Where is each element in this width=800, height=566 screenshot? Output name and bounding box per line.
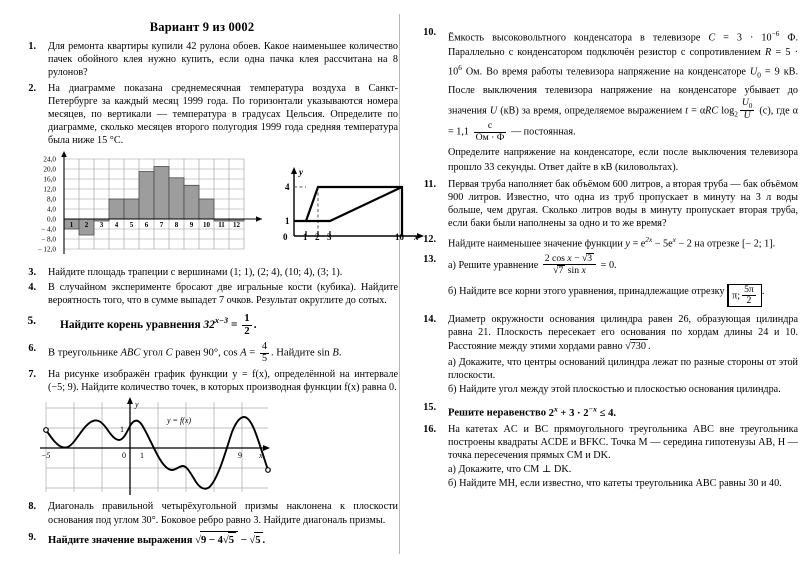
problem-15-expression	[548, 404, 617, 419]
svg-text:y: y	[135, 400, 139, 410]
problem-6	[6, 342, 398, 364]
problem-5-fraction	[242, 313, 251, 337]
problem-10-U0: U	[749, 66, 758, 78]
svg-text:2: 2	[315, 231, 320, 240]
svg-text:10: 10	[395, 231, 404, 240]
problem-10-t: t	[685, 105, 689, 117]
problem-10-alphaval: = 1,1	[448, 127, 472, 138]
problem-5-frac-den: 2	[244, 324, 250, 337]
problem-10-l1exp: −6	[771, 29, 780, 38]
problem-6-part4: . Найдите sin	[270, 347, 333, 359]
svg-text:−5: −5	[41, 451, 51, 461]
svg-text:12: 12	[233, 220, 240, 229]
problem-15-prefix: Решите неравенство	[448, 407, 549, 419]
page-title: Вариант 9 из 0002	[149, 20, 255, 34]
problem-10-log-den	[740, 110, 754, 121]
problem-10-number: 10.	[423, 27, 436, 38]
problem-15-text	[448, 401, 798, 421]
problem-7-number: 7.	[28, 369, 36, 381]
svg-text:3: 3	[99, 220, 104, 229]
svg-text:3: 3	[327, 231, 332, 240]
problem-9-inner-radicand: 5	[228, 532, 236, 548]
problem-4	[6, 281, 398, 307]
svg-text:8: 8	[174, 220, 179, 229]
problem-6-text	[48, 342, 398, 364]
problem-9	[6, 531, 398, 548]
problem-13-b-interval	[727, 284, 762, 307]
problem-13-num-cos: 2 cos	[544, 253, 568, 265]
problem-5-prefix: Найдите корень уравнения	[60, 319, 201, 332]
problem-12-y: y	[625, 238, 630, 250]
problem-1-number: 1.	[28, 41, 36, 52]
problem-13-frac-den: √7 sin x	[543, 264, 596, 276]
problem-6-number: 6.	[28, 342, 36, 354]
problem-6-part2: угол	[140, 347, 166, 359]
svg-text:4: 4	[114, 220, 119, 229]
svg-text:1: 1	[303, 231, 308, 240]
problem-10-fend: — постоянная.	[508, 127, 576, 138]
problem-5-equals: =	[230, 319, 238, 332]
problem-13-num-x: x	[567, 253, 572, 265]
problem-13	[406, 253, 798, 308]
problem-13-part-a	[448, 253, 798, 276]
right-column	[406, 0, 798, 494]
problem-14-intro: Диаметр окружности основания цилиндра равен 26, образующая цилиндра равна 21. Плоскость пересекает его основания по хордам длины 24 и 10. Расстояние между этими хордами равно √730 .	[448, 313, 798, 353]
svg-text:0: 0	[283, 231, 288, 240]
svg-text:9: 9	[189, 220, 194, 229]
problem-16-number: 16.	[423, 423, 436, 435]
problem-6-part1: В треугольнике	[48, 347, 121, 359]
svg-text:5: 5	[129, 220, 134, 229]
problem-2	[6, 82, 398, 148]
problem-9-outer-radicand: 9 − 4√5	[200, 531, 238, 548]
function-graph-open-point-right	[266, 468, 271, 473]
function-graph-open-point-left	[44, 428, 49, 433]
problem-15-number: 15.	[423, 402, 436, 414]
bar-chart-y-axis	[61, 151, 67, 254]
problem-14-text-a: Диаметр окружности основания цилиндра равен 26, образующая цилиндра равна 21. Плоскость пересекает его основания по хордам длины 24 и 10. Расстояние между этими хордами равно	[448, 313, 798, 353]
problem-10-RC: RC	[705, 105, 719, 117]
problem-16-text	[448, 423, 798, 492]
svg-text:y: y	[299, 166, 303, 177]
problem-1-text: Для ремонта квартиры купили 42 рулона обоев. Какое наименьшее количество пачек обойного клея нужно купить, если одна пачка клея рассчитана на 8 рулонов?	[48, 41, 398, 79]
figures-row-1	[6, 150, 419, 262]
problem-12-suffix: .	[772, 238, 776, 250]
problem-6-fraction	[260, 342, 269, 364]
svg-text:1: 1	[120, 425, 124, 435]
function-graph-svg	[40, 396, 275, 496]
problem-9-expression: √9 − 4√5 − √5 .	[195, 535, 265, 546]
problem-5-exponent: x−3	[214, 316, 229, 326]
problem-14-part-b: б) Найдите угол между этой плоскостью и плоскостью основания цилиндра.	[448, 383, 781, 395]
problem-13-den-x: x	[581, 265, 586, 277]
problem-12-number: 12.	[423, 233, 436, 245]
problem-6-part5: .	[338, 347, 342, 359]
bar-chart-ytick-labels	[38, 155, 57, 253]
problem-3	[6, 266, 398, 279]
problem-15	[406, 401, 798, 421]
problem-15-expr2: + 3 · 2	[557, 407, 589, 419]
problem-15-expr2-exp: −x	[588, 404, 597, 414]
trapezoid-slant	[306, 187, 402, 221]
problem-6-frac-num: 4	[261, 340, 267, 352]
problem-5-frac-num: 1	[244, 312, 250, 325]
problem-7	[6, 368, 398, 394]
problem-10-last-line: Определите напряжение на конденсаторе, если после выключения телевизора прошло 33 секунды. Ответ дайте в кВ (киловольтах).	[448, 146, 798, 173]
problem-10-log-num-U: U	[741, 96, 749, 108]
problem-6-eq: =	[246, 347, 258, 359]
svg-text:4: 4	[285, 181, 290, 192]
problem-10-U: U	[489, 105, 498, 117]
problem-15-expr1-exp: x	[553, 404, 558, 414]
problem-2-text: На диаграмме показана среднемесячная температура воздуха в Санкт-Петербурге за каждый месяц 1999 года. По горизонтали указываются номера месяцев, по вертикали — температура в градусах Цельсия. Определите по диаграмме, сколько месяцев второго полугодия 1999 года средняя температура была ниже 15 °C.	[48, 82, 398, 147]
problem-14	[406, 313, 798, 397]
problem-9-text	[48, 531, 398, 548]
svg-text:7: 7	[159, 220, 164, 229]
problem-15-expr1: 2	[548, 407, 554, 419]
svg-text:− 8,0: − 8,0	[41, 235, 56, 244]
problem-12-exp2: x	[672, 234, 676, 244]
problem-13-b-left: π;	[732, 290, 741, 302]
problem-13-b-suffix: .	[761, 285, 765, 297]
svg-text:4,0: 4,0	[47, 205, 56, 214]
problem-12-interval: [− 2; 1]	[742, 238, 773, 250]
problem-10-l1unit: Ф.	[779, 32, 798, 44]
bar-chart-xtick-labels	[70, 221, 241, 229]
problem-8	[6, 500, 398, 526]
problem-10-l2unit: Ом. Во время работы телевизора напряжение на конденсаторе	[461, 66, 750, 78]
problem-10-unit-fraction	[474, 121, 507, 142]
svg-text:x: x	[259, 451, 263, 461]
problem-10-l1a: Ёмкость высоковольтного конденсатора в телевизоре	[448, 32, 709, 44]
problem-12-exp1: 2x	[645, 234, 653, 244]
problem-10-U0sub: 0	[757, 70, 761, 80]
problem-15-suffix: .	[613, 407, 617, 419]
problem-5-base: 32	[203, 319, 215, 332]
problem-10-l2exp: 6	[458, 63, 462, 73]
problem-13-den-sqrt: 7	[558, 265, 564, 277]
function-graph-labels	[41, 425, 242, 460]
problem-9-suffix: .	[262, 534, 266, 546]
problem-10-flog: log	[718, 105, 735, 117]
svg-text:0,0: 0,0	[47, 215, 56, 224]
problem-5-suffix: .	[253, 319, 257, 332]
problem-14-sqrt-value: 730	[630, 341, 646, 353]
problem-7-text: На рисунке изображён график функции y = f(x), определённой на интервале (−5; 9). Найдите количество точек, в которых производная функции f(x) равна 0.	[48, 369, 398, 394]
problem-13-num-sqrt: 3	[587, 253, 593, 265]
svg-text:6: 6	[144, 220, 149, 229]
problem-10-unit-num: с	[487, 120, 493, 132]
problem-14-part-a: а) Докажите, что центры оснований цилиндра лежат по разные стороны от этой плоскости.	[448, 356, 798, 381]
svg-text:0: 0	[122, 451, 126, 461]
bar-chart-svg	[22, 150, 272, 262]
problem-13-b-text: б) Найдите все корни этого уравнения, принадлежащие отрезку	[448, 285, 728, 297]
problem-8-text: Диагональ правильной четырёхугольной призмы наклонена к плоскости основания под углом 30°. Боковое ребро равно 3. Найдите диагональ призмы.	[48, 501, 398, 526]
function-graph-grid	[46, 402, 268, 492]
problem-13-b-fraction	[742, 285, 756, 306]
problem-13-b-frac-num: 5π	[744, 283, 754, 295]
problem-13-a-eq: = 0.	[598, 260, 617, 272]
problem-10-l3eq: = 9 кВ. После выключения телевизора напряжение на конденсаторе убывает до значения	[448, 66, 798, 117]
problem-13-den-sin: sin	[565, 265, 582, 277]
problem-6-angle-b: B	[332, 347, 339, 359]
problem-16-intro: На катетах AC и BC прямоугольного треугольника ABC вне треугольника построены квадраты ACDE и BFKC. Точка M — середина гипотенузы AB, H — точка пересечения прямых CM и DK.	[448, 423, 798, 462]
problem-1	[6, 40, 398, 80]
problem-10-log-fraction	[740, 98, 754, 121]
problem-13-b-frac-den: 2	[742, 295, 756, 306]
svg-text:10: 10	[203, 220, 210, 229]
problem-10-l1eq: = 3 · 10	[715, 32, 772, 44]
problem-10-log-num	[740, 98, 754, 110]
problem-10-l3tail: (кВ) за время, определяемое выражением	[497, 105, 686, 117]
problem-14-text	[448, 313, 798, 397]
problem-6-angle-a: A	[240, 347, 247, 359]
problem-12-mid: − 5e	[652, 238, 673, 250]
problem-10-log-num-sub: 0	[748, 101, 753, 110]
problem-9-tail-radicand: 5	[254, 532, 262, 548]
svg-text:9: 9	[238, 451, 242, 461]
problem-8-number: 8.	[28, 501, 36, 513]
svg-text:11: 11	[218, 220, 225, 229]
svg-text:24,0: 24,0	[43, 155, 56, 164]
problem-10-text	[448, 26, 798, 176]
problem-16	[406, 423, 798, 492]
problem-13-equation-fraction	[543, 253, 596, 276]
problem-13-frac-num: 2 cos x − √3	[544, 253, 593, 265]
svg-text:x: x	[414, 231, 419, 240]
svg-text:1: 1	[285, 215, 290, 226]
problem-10	[406, 26, 798, 176]
problem-10-flogsub: 2	[734, 109, 738, 119]
problem-13-a-prefix: а) Решите уравнение	[448, 260, 541, 272]
svg-text:2: 2	[84, 220, 89, 229]
problem-12-eq: = e	[629, 238, 646, 250]
problem-13-number: 13.	[423, 254, 436, 266]
problem-9-prefix: Найдите значение выражения	[48, 534, 193, 546]
svg-text:y = f(x): y = f(x)	[167, 416, 192, 426]
left-column	[6, 0, 419, 550]
problem-2-number: 2.	[28, 82, 36, 94]
svg-text:1: 1	[140, 451, 144, 461]
problem-13-part-b	[448, 284, 798, 307]
derivative-function-graph	[40, 396, 275, 496]
temperature-bar-chart	[22, 150, 272, 262]
problem-10-R: R	[764, 47, 772, 59]
problem-3-text: Найдите площадь трапеции с вершинами (1; 1), (2; 4), (10; 4), (3; 1).	[48, 266, 343, 278]
problem-11-number: 11.	[423, 178, 436, 190]
problem-12-prefix: Найдите наименьшее значение функции	[448, 238, 626, 250]
problem-9-number: 9.	[28, 531, 36, 543]
problem-3-number: 3.	[28, 266, 36, 278]
svg-text:1: 1	[69, 220, 74, 229]
problem-12-tail: − 2 на отрезке	[675, 238, 743, 250]
problem-5-equation	[203, 312, 257, 337]
svg-text:8,0: 8,0	[47, 195, 56, 204]
problem-10-funit: (с), где	[756, 105, 793, 117]
svg-text:− 12,0: − 12,0	[37, 245, 56, 254]
svg-text:12,0: 12,0	[43, 185, 56, 194]
problem-6-triangle: ABC	[120, 347, 141, 359]
problem-10-feq: = α	[688, 105, 706, 117]
problem-11	[406, 178, 798, 231]
problem-5-number: 5.	[27, 315, 36, 328]
function-graph-axes	[40, 397, 270, 495]
problem-5-text	[48, 313, 398, 337]
problem-12-text	[448, 233, 798, 251]
problem-6-angle-c: C	[165, 347, 173, 359]
svg-text:16,0: 16,0	[43, 175, 56, 184]
problem-9-outer-text: 9 − 4	[200, 534, 223, 546]
problem-13-num-minus: −	[571, 253, 582, 265]
problem-10-unit-den: Ом · Ф	[475, 131, 505, 143]
problem-10-log-den-U: U	[743, 110, 751, 122]
problem-15-expr3: ≤ 4	[596, 407, 614, 419]
problem-6-part3: равен 90°, cos	[172, 347, 241, 359]
problem-14-number: 14.	[423, 313, 436, 325]
svg-text:20,0: 20,0	[43, 165, 56, 174]
trapezoid-labels	[283, 182, 405, 240]
problem-12	[406, 233, 798, 251]
problem-10-l2: Параллельно с конденсатором подключён резистор с сопротивлением	[448, 47, 765, 59]
problem-4-number: 4.	[28, 281, 36, 293]
trapezoid-chart	[276, 162, 426, 252]
problem-4-text: В случайном эксперименте бросают две игральные кости (кубика). Найдите вероятность того, что в сумме выпадет 7 очков. Результат округлите до сотых.	[48, 281, 398, 307]
column-divider	[399, 14, 400, 554]
trapezoid-ticks	[306, 231, 402, 236]
problem-10-l2eq: = 5 · 10	[448, 47, 798, 78]
right-column-top-spacer	[406, 0, 798, 26]
problem-14-text-b: .	[647, 341, 651, 353]
problem-10-alpha: α	[792, 105, 798, 117]
problem-16-part-a: а) Докажите, что CM ⊥ DK.	[448, 464, 572, 476]
problem-16-part-b: б) Найдите MH, если известно, что катеты треугольника ABC равны 30 и 40.	[448, 478, 782, 490]
problem-6-frac-den: 5	[261, 352, 267, 364]
problem-13-text	[448, 253, 798, 308]
trapezoid-svg	[276, 162, 426, 240]
problem-5	[6, 313, 398, 337]
svg-text:− 4,0: − 4,0	[41, 225, 56, 234]
problem-11-text: Первая труба наполняет бак объёмом 600 литров, а вторая труба — бак объёмом 900 литров. Известно, что одна из труб пропускает в минуту на 3 л воды больше, чем другая. Сколько литров воды в минуту пропускает вторая труба, если баки были наполнены за одно и то же время?	[448, 178, 798, 230]
problem-10-C: C	[708, 32, 716, 44]
